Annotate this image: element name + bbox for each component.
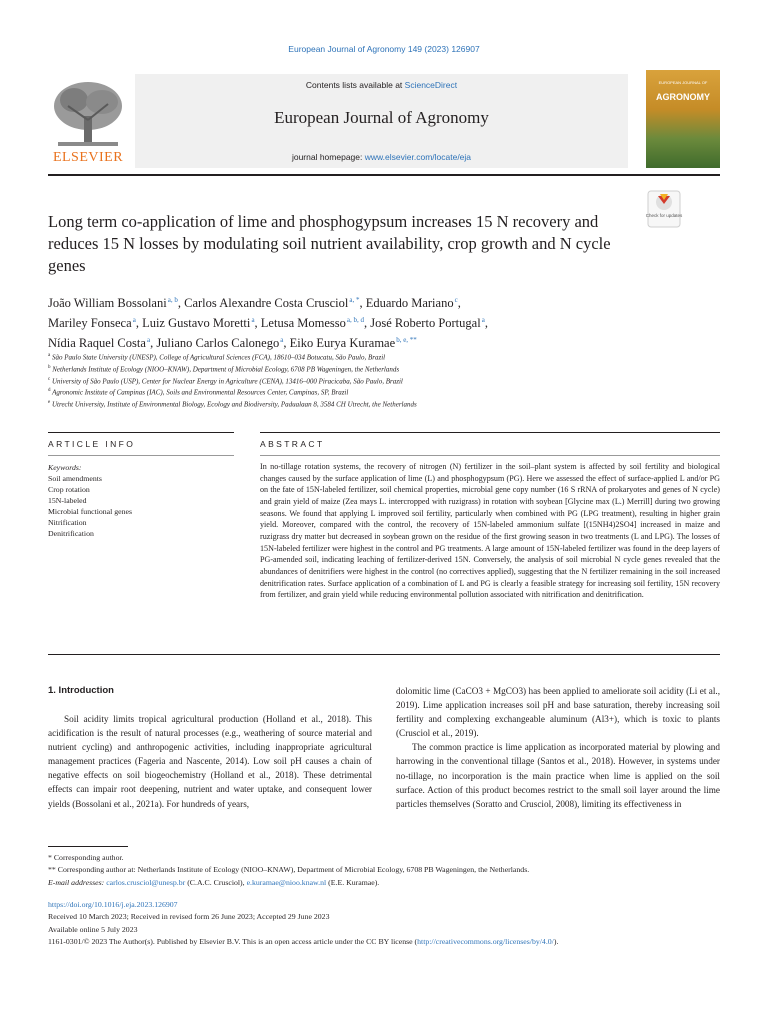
- intro-paragraph: dolomitic lime (CaCO3 + MgCO3) has been applied to ameliorate soil acidity (Li et al., 2019). Lime application increases soil pH and base saturation, thereby increasing soil fertility and complexing exchangeable aluminum (Al3+), which is toxic to plants (Crusciol et al., 2019).: [396, 686, 720, 739]
- sciencedirect-link[interactable]: ScienceDirect: [404, 80, 458, 90]
- abstract-bottom-rule: [48, 654, 720, 655]
- received-dates: Received 10 March 2023; Received in revised form 26 June 2023; Accepted 29 June 2023: [48, 912, 330, 922]
- contents-prefix: Contents lists available at: [305, 80, 405, 90]
- check-for-updates-icon[interactable]: [647, 190, 681, 228]
- journal-title: European Journal of Agronomy: [274, 108, 489, 127]
- article-meta: [48, 899, 738, 949]
- homepage-link[interactable]: www.elsevier.com/locate/eja: [364, 152, 472, 162]
- keyword: Microbial functional genes: [48, 507, 133, 516]
- author-name[interactable]: Nídia Raquel Costa: [48, 336, 146, 351]
- doi-link[interactable]: https://doi.org/10.1016/j.eja.2023.126907: [48, 900, 178, 909]
- abstract-heading: ABSTRACT: [260, 439, 325, 449]
- email-link[interactable]: carlos.crusciol@unesp.br: [106, 877, 186, 887]
- author-name[interactable]: Letusa Momesso: [260, 316, 346, 331]
- header-rule: [48, 174, 720, 176]
- intro-paragraph: Soil acidity limits tropical agricultural production (Holland et al., 2018). This acidification is the result of natural processes (e.g., weathering of source material and nutrient cycling) and anthropogenic activities, including inappropriate agricultural management practices (Fageria and Nascente, 2014). Low soil pH causes a chain of negative effects on soil biogeochemistry (Holland et al., 2018). These detrimental effects can impair root deepening, nutrient and water uptake, and consequent lower yields (Bossolani et al., 2021a). For hundreds of years,: [48, 714, 372, 809]
- email-label: E-mail addresses:: [48, 877, 105, 887]
- paper-title: Long term co-application of lime and phosphogypsum increases 15 N recovery and reduces 15 N losses by modulating soil nutrient availability, crop growth and N cycle genes: [48, 212, 611, 275]
- contents-line: [135, 80, 628, 90]
- author-name[interactable]: Eduardo Mariano: [365, 296, 454, 311]
- keyword: Denitrification: [48, 529, 94, 538]
- affiliation: $^b$ Netherlands Institute of Ecology (NIOO–KNAW), Department of Microbial Ecology, 6708 PB Wageningen, the Netherlands: [48, 364, 400, 374]
- author-sup[interactable]: b, e, **: [396, 336, 417, 345]
- body-column-right: [396, 684, 720, 811]
- introduction-heading: 1. Introduction: [48, 685, 114, 696]
- footnotes: [48, 852, 720, 889]
- intro-paragraph: The common practice is lime application as incorporated material by plowing and harrowing in the conventional tillage (Santos et al., 2018). However, in systems under no-tillage, no incorporation is the main practice when lime is applied on the soil surface. Action of this product becomes restrict to the small soil layer around the lime particles themselves (Soratto and Crusciol, 2008), limiting its effectiveness in: [396, 742, 720, 809]
- author-name[interactable]: João William Bossolani: [48, 296, 167, 311]
- author-sup[interactable]: a: [280, 336, 284, 345]
- corresponding-author-note: ** Corresponding author at: Netherlands Institute of Ecology (NIOO–KNAW), Department of Microbial Ecology, 6708 PB Wageningen, the Netherlands.: [48, 865, 530, 875]
- email-owner: (E.E. Kuramae).: [328, 877, 380, 887]
- check-for-updates-label: Check for updates: [645, 213, 683, 218]
- cover-subtitle: EUROPEAN JOURNAL OF: [658, 80, 708, 85]
- abstract-rule: [260, 432, 720, 433]
- license-line: 1161-0301/© 2023 The Author(s). Published by Elsevier B.V. This is an open access article under the CC BY license (http://creativecommons.org/licenses/by/4.0/).: [48, 937, 559, 947]
- cover-title: AGRONOMY: [656, 92, 710, 102]
- license-link[interactable]: http://creativecommons.org/licenses/by/4.0/: [417, 937, 554, 947]
- author-name[interactable]: Luiz Gustavo Moretti: [142, 316, 251, 331]
- keywords-list: [48, 462, 234, 539]
- keywords-label: Keywords:: [48, 463, 82, 472]
- article-info-rule: [48, 432, 234, 433]
- author-sup[interactable]: a, b, d: [346, 316, 365, 325]
- abstract-subrule: [260, 455, 720, 456]
- author-list: João William Bossolani $^{a, b}$, Carlos Alexandre Costa Crusciol $^{a, *}$, Eduardo Mariano $^c$, Mariley Fonseca $^a$, Luiz Gustavo Moretti $^a$, Letusa Momesso $^{a, b, d}$, José Roberto Portugal $^a$, Nídia Raquel Costa $^a$, Juliano Carlos Calonego $^a$, Eiko Eurya Kuramae $^{b, e, **}$: [48, 296, 488, 351]
- footnote-rule: [48, 846, 128, 847]
- corresponding-author-note: * Corresponding author.: [48, 853, 124, 862]
- homepage-line: [135, 152, 628, 162]
- author-sup[interactable]: a, *: [349, 296, 360, 304]
- author-sup[interactable]: a: [251, 316, 255, 325]
- author-sup[interactable]: a: [481, 316, 485, 325]
- author-name[interactable]: José Roberto Portugal: [370, 316, 481, 331]
- author-sup[interactable]: a: [132, 316, 136, 325]
- homepage-prefix: journal homepage:: [291, 152, 365, 162]
- keyword: 15N-labeled: [48, 496, 87, 505]
- abstract-text: In no-tillage rotation systems, the recovery of nitrogen (N) fertilizer in the soil–plant system is affected by soil fertility and biological changes caused by the surface application of lime (L) and phosphogypsum (PG). Here we assessed the effect of surface-applied L and/or PG on the fate of 15N-labeled fertilizer, soil chemical properties, microbial gene copy number (16 S rRNA of prokaryotes and genes of N cycle) and grain yield of maize (Zea mays L. intercropped with ruzigrass) in rotation with soybean [Glycine max (L.) Merrill] during two growing seasons. We found that applying L improved soil fertility, particularly when combined with PG (LPG treatment), resulting in higher grain yield. Moreover, compared with the control, the recovery of 15N-labeled ammonium sulfate [(15NH4)2SO4] increased in maize and ruzigrass dry matter but decreased in soybean grown on the residue of the first growing season in two treatments (L and LPG). The losses of 15N-labeled fertilizer were highest in the control and PG treatments. A large amount of 15N-labeled fertilizer was found in the deep layers of PG-amended soil, indicating leaching of fertilizer-derived 15N. Conversely, the analysis of soil microbial N cycle genes revealed that the abundances of denitrifiers were highest in the control (no correctives applied), suggesting that the N fertilizer remaining in the soil increased denitrification rates. Surface application of a combination of L and PG is clearly a feasible strategy for increasing soil fertility, 15N recovery from fertilizer, and grain yield while reducing environmental pollution associated with nitrification and denitrification.: [260, 462, 720, 600]
- affiliation: $^e$ Utrecht University, Institute of Environmental Biology, Ecology and Biodiversity, Padualaan 8, 3584 CH Utrecht, the Netherlands: [48, 400, 417, 409]
- affiliation: $^a$ São Paulo State University (UNESP), College of Agricultural Sciences (FCA), 18610–034 Botucatu, São Paulo, Brazil: [48, 353, 386, 362]
- keyword: Soil amendments: [48, 474, 102, 483]
- author-name[interactable]: Juliano Carlos Calonego: [156, 336, 280, 351]
- keyword: Nitrification: [48, 518, 87, 527]
- email-line: [48, 877, 720, 889]
- author-name[interactable]: Mariley Fonseca: [48, 316, 132, 331]
- author-name[interactable]: Eiko Eurya Kuramae: [289, 336, 396, 351]
- article-info-heading: ARTICLE INFO: [48, 439, 136, 449]
- available-online: Available online 5 July 2023: [48, 924, 138, 934]
- journal-reference[interactable]: European Journal of Agronomy 149 (2023) 126907: [288, 44, 480, 54]
- affiliation-list: [48, 351, 720, 410]
- article-info-subrule: [48, 455, 234, 456]
- affiliation: $^c$ University of São Paulo (USP), Center for Nuclear Energy in Agriculture (CENA), 13416–000 Piracicaba, São Paulo, Brazil: [48, 376, 403, 385]
- author-name[interactable]: Carlos Alexandre Costa Crusciol: [184, 296, 349, 311]
- author-sup[interactable]: a, b: [167, 296, 178, 304]
- keyword: Crop rotation: [48, 485, 90, 494]
- affiliation: $^d$ Agronomic Institute of Campinas (IAC), Soils and Environmental Resources Center, Campinas, SP, Brazil: [48, 388, 349, 397]
- email-link[interactable]: e.kuramae@nioo.knaw.nl: [246, 877, 327, 887]
- elsevier-wordmark: ELSEVIER: [52, 150, 124, 165]
- email-owner: (C.A.C. Crusciol),: [187, 877, 245, 887]
- body-column-left: [48, 712, 372, 811]
- author-sup[interactable]: c: [454, 296, 458, 304]
- author-sup[interactable]: a: [146, 336, 151, 345]
